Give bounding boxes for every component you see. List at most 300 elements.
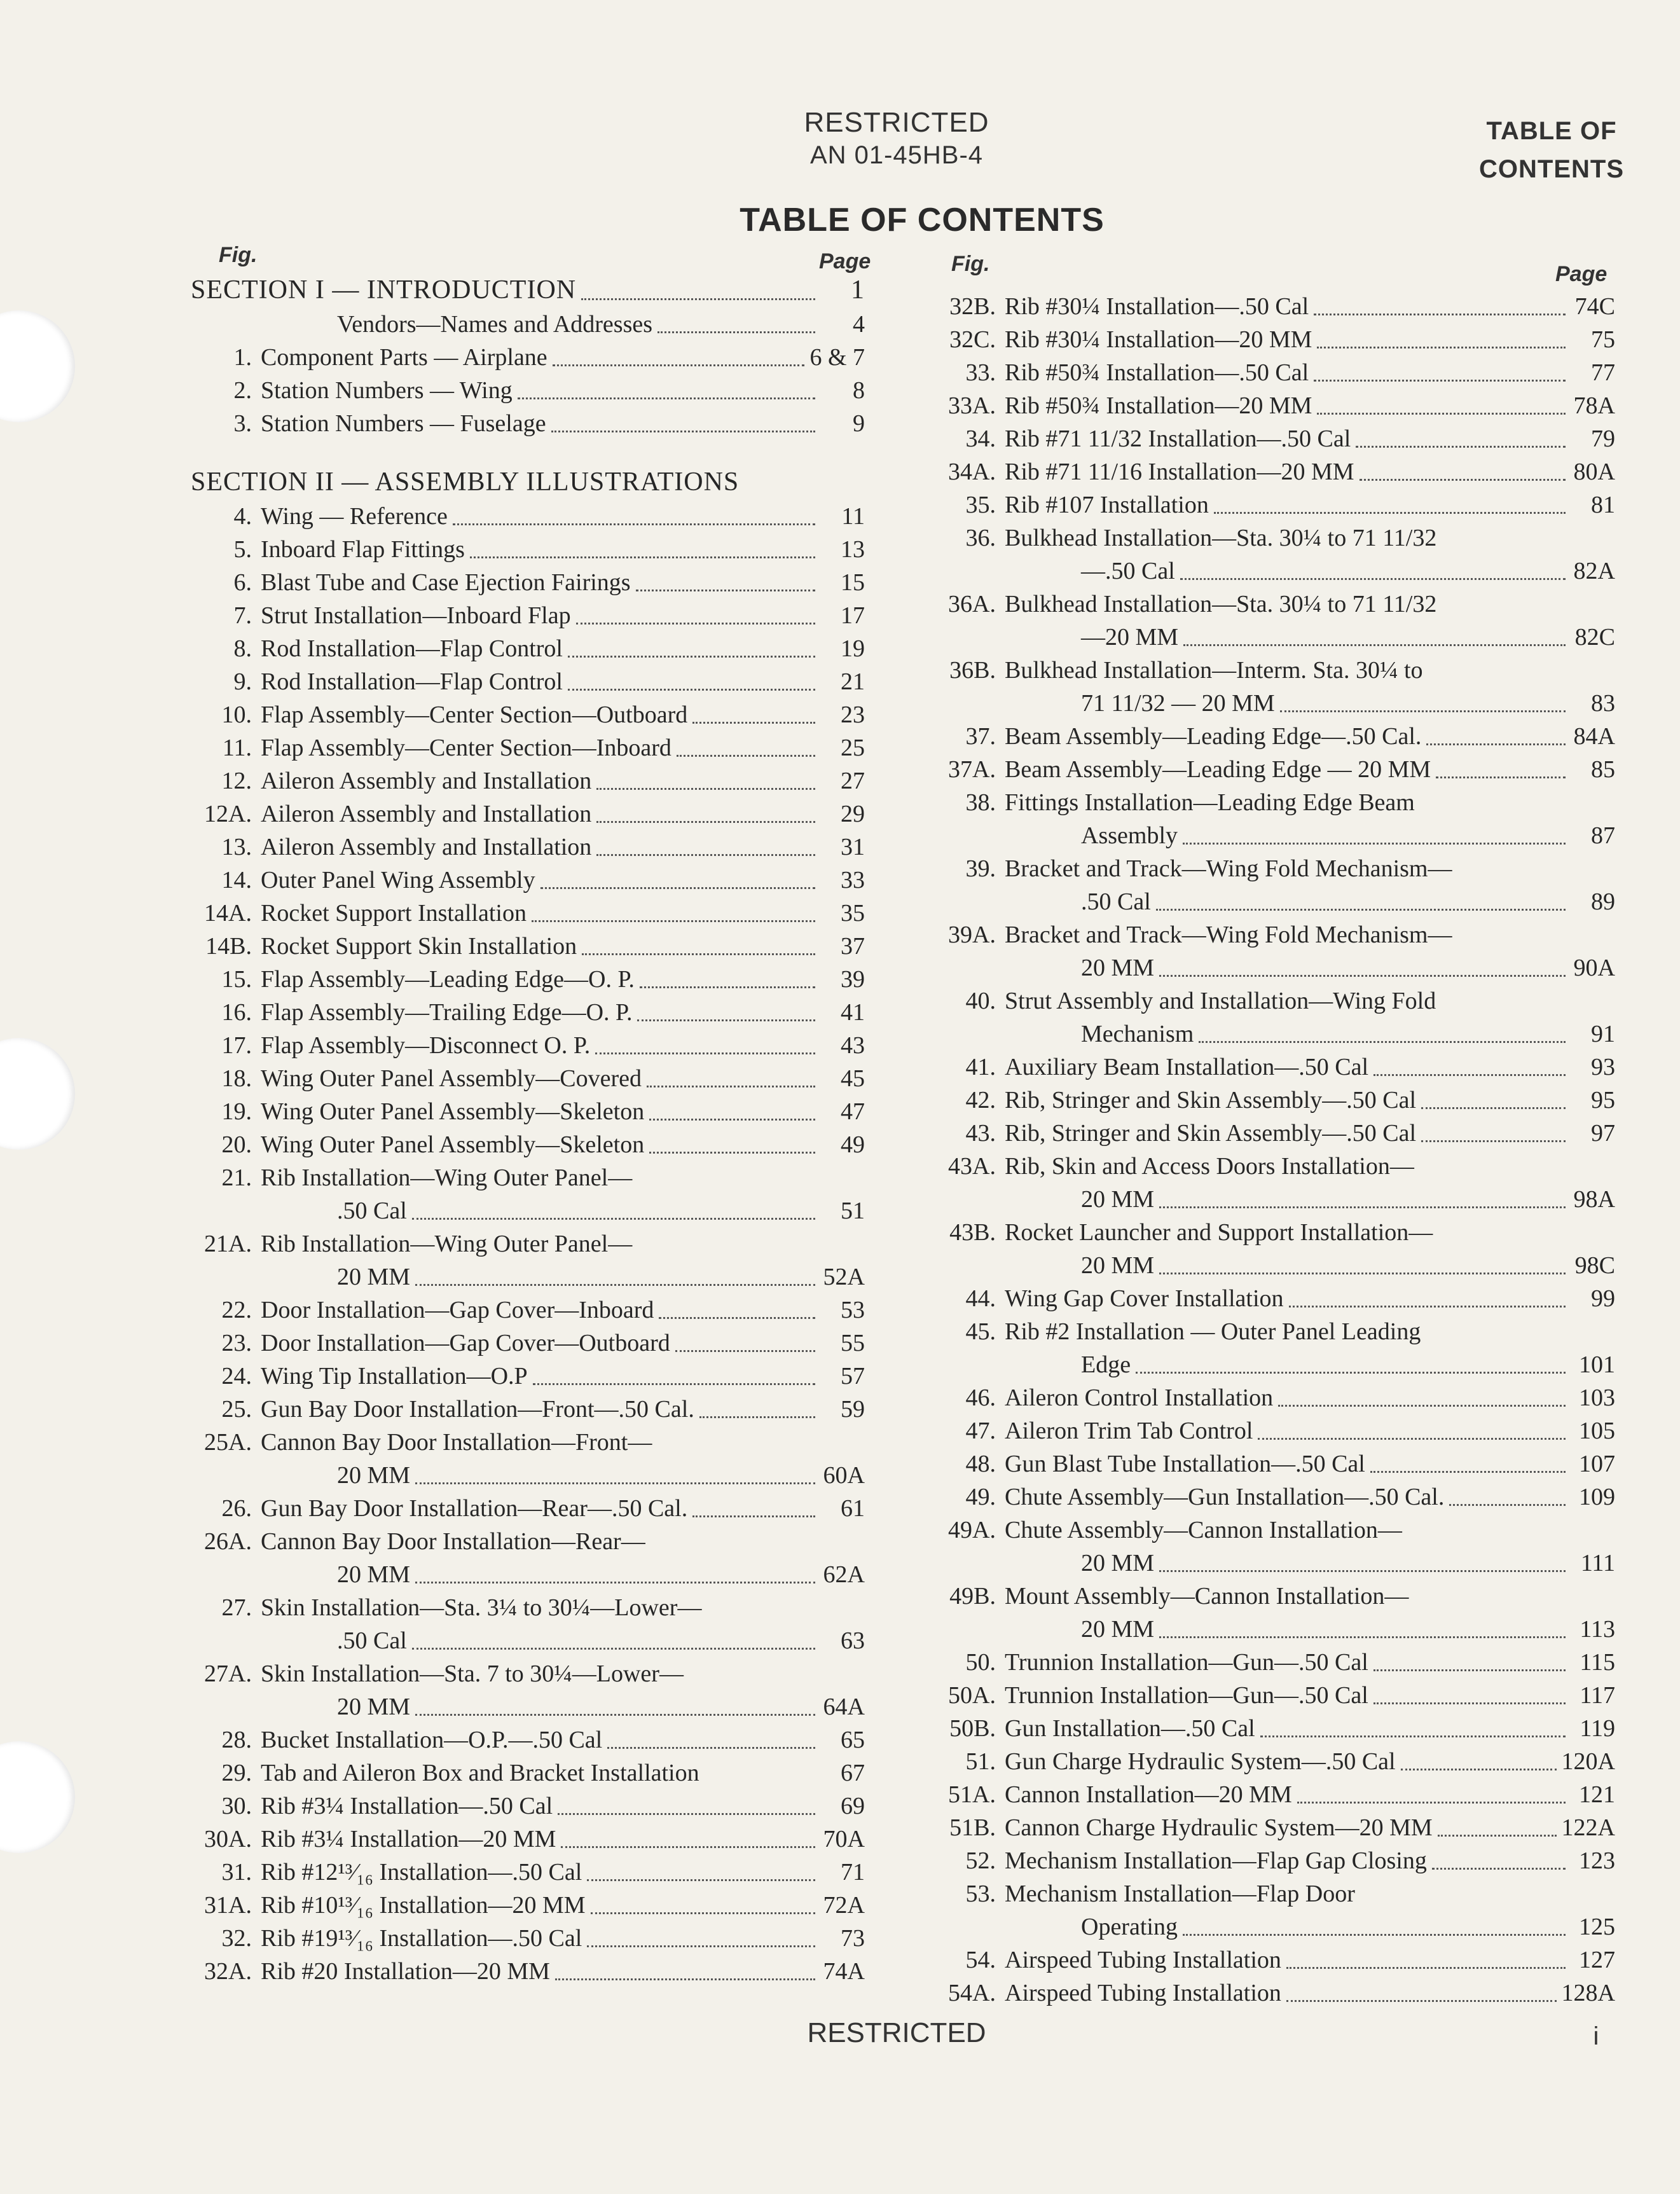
page-ref: 35	[841, 900, 865, 927]
entry-title: Rib #3¼ Installation—20 MM	[261, 1826, 556, 1852]
dot-leader	[1314, 380, 1566, 382]
page-ref: 97	[1591, 1120, 1615, 1147]
figure-number: 39A.	[948, 921, 996, 948]
header-tab-line-2: CONTENTS	[1479, 155, 1624, 183]
toc-entry	[191, 1029, 865, 1062]
page-ref: 79	[1591, 425, 1615, 452]
entry-title: Gun Charge Hydraulic System—.50 Cal	[1005, 1748, 1396, 1775]
figure-number: 51B.	[949, 1814, 996, 1841]
dot-leader	[675, 1350, 815, 1352]
entry-title: Rib #30¼ Installation—20 MM	[1005, 326, 1312, 353]
figure-number: 21.	[221, 1164, 252, 1191]
figure-number: 27.	[221, 1594, 252, 1621]
entry-title: Chute Assembly—Cannon Installation—	[1005, 1517, 1402, 1543]
entry-title: Rib #20 Installation—20 MM	[261, 1958, 550, 1985]
entry-title: Flap Assembly—Trailing Edge—O. P.	[261, 999, 633, 1026]
entry-title: 20 MM	[1081, 955, 1155, 981]
punch-hole-top	[0, 310, 75, 422]
dot-leader	[1159, 975, 1566, 977]
dot-leader	[1317, 413, 1566, 415]
entry-title: Blast Tube and Case Ejection Fairings	[261, 569, 631, 596]
figure-number: 3.	[233, 410, 252, 437]
figure-number: 25.	[221, 1396, 252, 1423]
figure-number: 31A.	[204, 1892, 252, 1919]
toc-entry	[191, 1756, 865, 1790]
page-ref: 37	[841, 933, 865, 960]
figure-number: 45.	[965, 1318, 996, 1345]
dot-leader	[692, 1515, 815, 1517]
page-ref: 47	[841, 1098, 865, 1125]
dot-leader	[636, 590, 815, 591]
toc-entry	[935, 1051, 1615, 1084]
entry-title: Mechanism	[1081, 1021, 1194, 1047]
toc-entry	[191, 831, 865, 864]
dot-leader	[1374, 1702, 1566, 1704]
right-fig-header: Fig.	[951, 252, 990, 276]
figure-number: 50A.	[948, 1682, 996, 1709]
entry-title: Cannon Charge Hydraulic System—20 MM	[1005, 1814, 1433, 1841]
toc-entry	[935, 786, 1615, 819]
entry-title: Cannon Bay Door Installation—Front—	[261, 1429, 652, 1456]
toc-entry	[191, 1260, 865, 1294]
toc-entry	[935, 1811, 1615, 1844]
dot-leader	[551, 431, 815, 432]
punch-hole-bottom	[0, 1741, 75, 1853]
page-ref: 59	[841, 1396, 865, 1423]
dot-leader	[1183, 644, 1566, 646]
page-ref: 49	[841, 1131, 865, 1158]
figure-number: 2.	[233, 377, 252, 404]
page-ref: 75	[1591, 326, 1615, 353]
figure-number: 37A.	[948, 756, 996, 783]
figure-number: 23.	[221, 1330, 252, 1356]
entry-title: Fittings Installation—Leading Edge Beam	[1005, 789, 1415, 816]
entry-title: Wing — Reference	[261, 503, 448, 530]
entry-title: Station Numbers — Fuselage	[261, 410, 546, 437]
entry-title: Rod Installation—Flap Control	[261, 635, 563, 662]
toc-entry	[935, 1712, 1615, 1745]
entry-title: Rocket Support Skin Installation	[261, 933, 577, 960]
page-ref: 55	[841, 1330, 865, 1356]
page-ref: 71	[841, 1859, 865, 1886]
entry-title: Bracket and Track—Wing Fold Mechanism—	[1005, 855, 1452, 882]
figure-number: 51A.	[948, 1781, 996, 1808]
header-tab-line-1: TABLE OF	[1486, 117, 1617, 145]
toc-entry	[935, 422, 1615, 455]
figure-number: 46.	[965, 1384, 996, 1411]
figure-number: 40.	[965, 988, 996, 1014]
toc-entry	[935, 1282, 1615, 1315]
figure-number: 31.	[221, 1859, 252, 1886]
dot-leader	[1297, 1802, 1566, 1804]
entry-title: Vendors—Names and Addresses	[337, 311, 653, 338]
toc-section-heading	[191, 272, 865, 308]
entry-title: Wing Outer Panel Assembly—Skeleton	[261, 1098, 645, 1125]
toc-entry	[191, 1790, 865, 1823]
dot-leader	[1180, 578, 1566, 580]
toc-entry	[191, 1823, 865, 1856]
toc-entry	[935, 1117, 1615, 1150]
figure-number: 43B.	[949, 1219, 996, 1246]
page-title: TABLE OF CONTENTS	[740, 202, 1105, 238]
toc-entry	[191, 1393, 865, 1426]
toc-entry	[935, 1216, 1615, 1249]
dot-leader	[640, 986, 815, 988]
left-fig-header: Fig.	[219, 243, 258, 267]
toc-entry	[191, 1591, 865, 1624]
figure-number: 32.	[221, 1925, 252, 1952]
figure-number: 12.	[221, 768, 252, 794]
toc-entry	[191, 797, 865, 831]
entry-title: 20 MM	[337, 1561, 411, 1588]
figure-number: 43.	[965, 1120, 996, 1147]
figure-number: 41.	[965, 1054, 996, 1080]
left-page-header: Page	[819, 249, 871, 273]
figure-number: 26.	[221, 1495, 252, 1522]
dot-leader	[1421, 1140, 1566, 1142]
dot-leader	[1260, 1735, 1566, 1737]
entry-title: 20 MM	[337, 1462, 411, 1489]
page-ref: 101	[1579, 1351, 1615, 1378]
toc-entry	[935, 356, 1615, 389]
entry-title: Rib #71 11/32 Installation—.50 Cal	[1005, 425, 1351, 452]
dot-leader	[518, 397, 815, 399]
page-ref: 74C	[1574, 293, 1615, 320]
page-ref: 29	[841, 801, 865, 827]
page-ref: 74A	[823, 1958, 865, 1985]
toc-entry	[935, 1480, 1615, 1514]
toc-entry	[191, 599, 865, 632]
figure-number: 16.	[221, 999, 252, 1026]
dot-leader	[1432, 1868, 1566, 1870]
page-ref: 81	[1591, 492, 1615, 518]
page-ref: 39	[841, 966, 865, 993]
entry-title: Airspeed Tubing Installation	[1005, 1947, 1281, 1973]
page-ref: 89	[1591, 888, 1615, 915]
toc-entry	[191, 1657, 865, 1690]
figure-number: 30.	[221, 1793, 252, 1819]
dot-leader	[581, 298, 815, 300]
page-ref: 69	[841, 1793, 865, 1819]
entry-title: Rocket Support Installation	[261, 900, 527, 927]
entry-title: Station Numbers — Wing	[261, 377, 513, 404]
dot-leader	[1199, 1041, 1566, 1043]
toc-entry	[935, 720, 1615, 753]
entry-title: Rib, Stringer and Skin Assembly—.50 Cal	[1005, 1120, 1417, 1147]
figure-number: 12A.	[204, 801, 252, 827]
toc-entry	[191, 1492, 865, 1525]
figure-number: 30A.	[204, 1826, 252, 1852]
toc-entry	[935, 1315, 1615, 1348]
dot-leader	[1258, 1438, 1566, 1440]
toc-entry	[191, 1426, 865, 1459]
page-ref: 113	[1580, 1616, 1615, 1643]
entry-title: Wing Tip Installation—O.P	[261, 1363, 528, 1390]
entry-title: Rib Installation—Wing Outer Panel—	[261, 1164, 633, 1191]
dot-leader	[587, 1879, 815, 1881]
toc-entry	[935, 1447, 1615, 1480]
entry-title: Assembly	[1081, 822, 1178, 849]
entry-title: Mechanism Installation—Flap Gap Closing	[1005, 1847, 1427, 1874]
page-ref: 91	[1591, 1021, 1615, 1047]
toc-section-heading	[191, 464, 865, 500]
figure-number: 44.	[965, 1285, 996, 1312]
page-ref: 64A	[823, 1694, 865, 1720]
entry-title: Wing Gap Cover Installation	[1005, 1285, 1284, 1312]
dot-leader	[587, 1945, 815, 1947]
toc-entry	[935, 918, 1615, 951]
figure-number: 34A.	[948, 459, 996, 485]
toc-entry	[935, 521, 1615, 555]
dot-leader	[1314, 314, 1566, 315]
toc-entry	[191, 996, 865, 1029]
figure-number: 20.	[221, 1131, 252, 1158]
page-ref: 43	[841, 1032, 865, 1059]
toc-entry	[191, 1690, 865, 1723]
figure-number: 42.	[965, 1087, 996, 1114]
page-ref: 6 & 7	[809, 344, 865, 371]
entry-title: Rib, Stringer and Skin Assembly—.50 Cal	[1005, 1087, 1417, 1114]
figure-number: 14A.	[204, 900, 252, 927]
entry-title: Rod Installation—Flap Control	[261, 668, 563, 695]
toc-left-column	[191, 272, 865, 1988]
entry-title: Bulkhead Installation—Sta. 30¼ to 71 11/32	[1005, 591, 1437, 617]
page-ref: 62A	[823, 1561, 865, 1588]
dot-leader	[1286, 1967, 1566, 1969]
toc-entry	[935, 984, 1615, 1018]
toc-entry	[191, 632, 865, 665]
page-ref: 70A	[823, 1826, 865, 1852]
dot-leader	[561, 1846, 815, 1848]
entry-title: 20 MM	[1081, 1186, 1155, 1213]
dot-leader	[412, 1218, 815, 1220]
page-ref: 93	[1591, 1054, 1615, 1080]
dot-leader	[453, 523, 815, 525]
dot-leader	[470, 556, 815, 558]
dot-leader	[1286, 2000, 1557, 2002]
entry-title: Trunnion Installation—Gun—.50 Cal	[1005, 1649, 1368, 1676]
entry-title: 20 MM	[1081, 1252, 1155, 1279]
dot-leader	[568, 689, 815, 691]
dot-leader	[540, 887, 815, 889]
page-ref: 19	[841, 635, 865, 662]
figure-number: 35.	[965, 492, 996, 518]
entry-title: Beam Assembly—Leading Edge—.50 Cal.	[1005, 723, 1422, 750]
page-ref: 99	[1591, 1285, 1615, 1312]
dot-leader	[595, 1052, 815, 1054]
entry-title: Aileron Trim Tab Control	[1005, 1418, 1253, 1444]
toc-entry	[191, 864, 865, 897]
toc-entry	[191, 1062, 865, 1095]
page-ref: 77	[1591, 359, 1615, 386]
dot-leader	[649, 1119, 815, 1121]
entry-title: Gun Blast Tube Installation—.50 Cal	[1005, 1451, 1365, 1477]
toc-entry	[191, 1128, 865, 1161]
entry-title: Tab and Aileron Box and Bracket Installation	[261, 1760, 699, 1786]
page-ref: 27	[841, 768, 865, 794]
page-ref: 82A	[1573, 558, 1615, 584]
entry-title: Rib #50¾ Installation—20 MM	[1005, 392, 1312, 419]
entry-title: Rib #3¼ Installation—.50 Cal	[261, 1793, 553, 1819]
entry-title: Door Installation—Gap Cover—Outboard	[261, 1330, 670, 1356]
toc-entry	[191, 1227, 865, 1260]
toc-entry	[191, 1327, 865, 1360]
entry-title: Aileron Control Installation	[1005, 1384, 1274, 1411]
toc-entry	[191, 1558, 865, 1591]
dot-leader	[415, 1482, 815, 1484]
dot-leader	[558, 1813, 815, 1815]
toc-entry	[935, 1580, 1615, 1613]
toc-entry	[935, 323, 1615, 356]
dot-leader	[576, 623, 815, 624]
page-ref: 21	[841, 668, 865, 695]
page-ref: 8	[853, 377, 865, 404]
toc-entry	[191, 1955, 865, 1988]
page-ref: 53	[841, 1297, 865, 1323]
figure-number: 50B.	[949, 1715, 996, 1742]
dot-leader	[533, 1383, 815, 1385]
entry-title: Bulkhead Installation—Sta. 30¼ to 71 11/32	[1005, 525, 1437, 551]
entry-title: Bulkhead Installation—Interm. Sta. 30¼ to	[1005, 657, 1423, 684]
punch-hole-middle	[0, 1038, 75, 1150]
page-ref: 95	[1591, 1087, 1615, 1114]
dot-leader	[1280, 710, 1566, 712]
figure-number: 36A.	[948, 591, 996, 617]
figure-number: 39.	[965, 855, 996, 882]
toc-entry	[191, 1856, 865, 1889]
toc-entry	[935, 819, 1615, 852]
dot-leader	[658, 331, 815, 333]
entry-title: Aileron Assembly and Installation	[261, 768, 592, 794]
page-ref: 127	[1579, 1947, 1615, 1973]
figure-number: 22.	[221, 1297, 252, 1323]
entry-title: Mechanism Installation—Flap Door	[1005, 1880, 1355, 1907]
figure-number: 18.	[221, 1065, 252, 1092]
toc-entry	[191, 930, 865, 963]
entry-title: 20 MM	[1081, 1550, 1155, 1577]
figure-number: 37.	[965, 723, 996, 750]
toc-entry	[935, 1249, 1615, 1282]
toc-entry	[935, 1877, 1615, 1910]
entry-title: Rib #50¾ Installation—.50 Cal	[1005, 359, 1309, 386]
entry-title: Rib #30¼ Installation—.50 Cal	[1005, 293, 1309, 320]
entry-title: Gun Installation—.50 Cal	[1005, 1715, 1255, 1742]
toc-entry	[191, 764, 865, 797]
page-ref: 57	[841, 1363, 865, 1390]
header-section-tab	[1443, 112, 1660, 188]
dot-leader	[1183, 843, 1566, 845]
dot-leader	[1370, 1471, 1566, 1473]
dot-leader	[1159, 1273, 1566, 1274]
entry-title: .50 Cal	[337, 1197, 407, 1224]
figure-number: 15.	[221, 966, 252, 993]
entry-title: Operating	[1081, 1914, 1178, 1940]
toc-entry	[191, 1360, 865, 1393]
page-ref: 90A	[1573, 955, 1615, 981]
page-ref: 85	[1591, 756, 1615, 783]
toc-entry	[191, 963, 865, 996]
page-ref: 25	[841, 735, 865, 761]
figure-number: 14B.	[205, 933, 252, 960]
dot-leader	[582, 953, 815, 955]
toc-entry	[935, 654, 1615, 687]
toc-entry	[935, 1613, 1615, 1646]
figure-number: 43A.	[948, 1153, 996, 1180]
entry-title: Skin Installation—Sta. 3¼ to 30¼—Lower—	[261, 1594, 702, 1621]
figure-number: 54.	[965, 1947, 996, 1973]
page-ref: 13	[841, 536, 865, 563]
toc-entry	[935, 1910, 1615, 1943]
entry-title: Strut Installation—Inboard Flap	[261, 602, 571, 629]
toc-entry	[935, 1778, 1615, 1811]
page-ref: 80A	[1573, 459, 1615, 485]
page-ref: 52A	[823, 1264, 865, 1290]
entry-title: Gun Bay Door Installation—Rear—.50 Cal.	[261, 1495, 688, 1522]
page-number: i	[1593, 2022, 1599, 2050]
toc-entry	[935, 1018, 1615, 1051]
dot-leader	[1426, 743, 1566, 745]
page-ref: 105	[1579, 1418, 1615, 1444]
entry-title: Bucket Installation—O.P.—.50 Cal	[261, 1727, 603, 1753]
figure-number: 33A.	[948, 392, 996, 419]
page-ref: 45	[841, 1065, 865, 1092]
entry-title: SECTION II — ASSEMBLY ILLUSTRATIONS	[191, 467, 740, 497]
page-ref: 107	[1579, 1451, 1615, 1477]
figure-number: 14.	[221, 867, 252, 893]
entry-title: Rib Installation—Wing Outer Panel—	[261, 1231, 633, 1257]
toc-entry	[191, 533, 865, 566]
entry-title: Rib #10¹³⁄₁₆ Installation—20 MM	[261, 1892, 586, 1919]
figure-number: 47.	[965, 1418, 996, 1444]
dot-leader	[596, 854, 815, 856]
figure-number: 29.	[221, 1760, 252, 1786]
entry-title: Rib #71 11/16 Installation—20 MM	[1005, 459, 1354, 485]
toc-entry	[191, 897, 865, 930]
page-ref: 82C	[1574, 624, 1615, 651]
dot-leader	[1278, 1405, 1566, 1407]
page-ref: 51	[841, 1197, 865, 1224]
figure-number: 11.	[222, 735, 252, 761]
entry-title: Cannon Bay Door Installation—Rear—	[261, 1528, 645, 1555]
entry-title: Aileron Assembly and Installation	[261, 801, 592, 827]
entry-title: Wing Outer Panel Assembly—Covered	[261, 1065, 642, 1092]
figure-number: 7.	[233, 602, 252, 629]
toc-entry	[935, 1977, 1615, 2010]
toc-entry	[935, 455, 1615, 488]
toc-right-column	[935, 290, 1615, 2010]
toc-entry	[935, 1150, 1615, 1183]
toc-entry	[191, 1525, 865, 1558]
toc-entry	[191, 665, 865, 698]
figure-number: 36B.	[949, 657, 996, 684]
page-ref: 4	[853, 311, 865, 338]
toc-entry	[935, 389, 1615, 422]
toc-entry	[191, 1922, 865, 1955]
entry-title: Flap Assembly—Leading Edge—O. P.	[261, 966, 635, 993]
entry-title: Bracket and Track—Wing Fold Mechanism—	[1005, 921, 1452, 948]
figure-number: 9.	[233, 668, 252, 695]
page-ref: 83	[1591, 690, 1615, 717]
entry-title: Mount Assembly—Cannon Installation—	[1005, 1583, 1409, 1610]
page-ref: 11	[841, 503, 865, 530]
page-ref: 87	[1591, 822, 1615, 849]
figure-number: 25A.	[204, 1429, 252, 1456]
entry-title: Rocket Launcher and Support Installation—	[1005, 1219, 1433, 1246]
dot-leader	[596, 821, 815, 823]
page-ref: 109	[1579, 1484, 1615, 1510]
entry-title: Component Parts — Airplane	[261, 344, 547, 371]
toc-entry	[935, 687, 1615, 720]
